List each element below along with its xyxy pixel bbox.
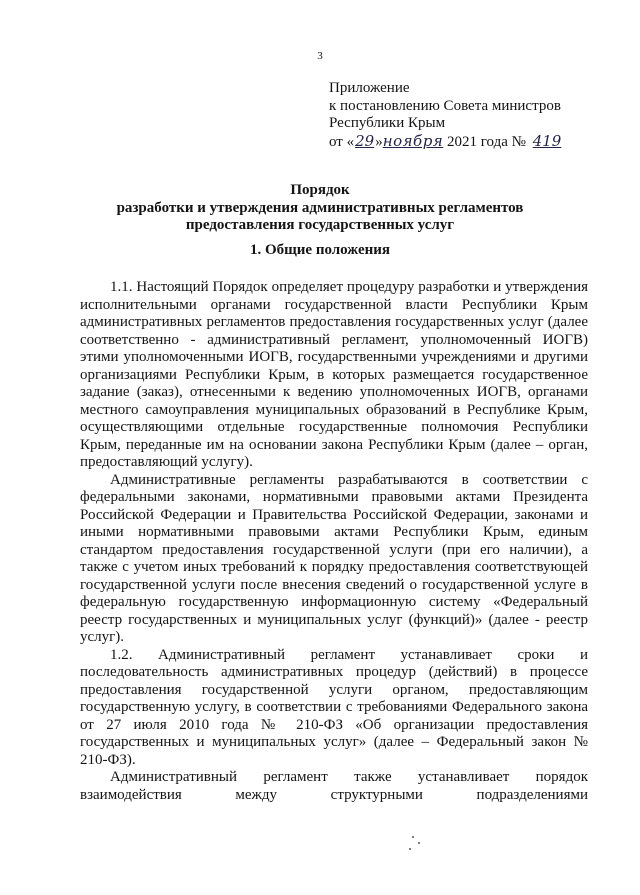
paragraph: Административный регламент также устанавливает порядок взаимодействия между структурными подразделениями <box>80 769 588 803</box>
section-heading: 1. Общие положения <box>249 242 391 258</box>
scan-speck <box>409 848 411 850</box>
title-line-2: разработки и утверждения административных регламентов <box>116 199 524 216</box>
handwritten-number: 419 <box>532 131 562 150</box>
paragraph: 1.1. Настоящий Порядок определяет процедуру разработки и утверждения исполнительными органами государственной власти Республики Крым административных регламентов предоставления государственных услуг (далее соответственно - административный регламент, уполномоченный ИОГВ) этими уполномоченными ИОГВ, государственными учреждениями и другими организациями Республики Крым, в которых размещается государственное задание (заказ), отнесенными к ведению уполномоченных ИОГВ, органами местного самоуправления муниципальных образований в Республике Крым, осуществляющими отдельные государственные полномочия Республики Крым, переданные им на основании закона Республики Крым (далее – орган, предоставляющий услугу). <box>80 279 588 470</box>
date-year-text: 2021 года № <box>443 133 530 150</box>
date-prefix: от « <box>329 133 355 150</box>
paragraph: 1.2. Административный регламент устанавливает сроки и последовательность административных процедур (действий) в процессе предоставления государственной услуги органом, предоставляющим государственную услугу, в соответствии с требованиями Федерального закона от 27 июля 2010 года № 210-ФЗ «Об организации предоставления государственных и муниципальных услуг» (далее – Федеральный закон № 210-ФЗ). <box>80 646 588 768</box>
appendix-line-3: Республики Крым <box>329 115 446 131</box>
handwritten-month: ноября <box>382 131 444 150</box>
scan-speck <box>412 836 414 838</box>
appendix-line-2: к постановлению Совета министров <box>329 97 561 114</box>
date-day-close: » <box>375 133 383 150</box>
page-number: 3 <box>317 50 323 62</box>
scan-speck <box>418 842 420 844</box>
handwritten-day: 29 <box>355 131 375 150</box>
title-line-1: Порядок <box>290 182 350 198</box>
appendix-line-1: Приложение <box>329 80 410 96</box>
appendix-date-line <box>329 133 561 152</box>
appendix-block <box>329 80 561 151</box>
document-title <box>0 182 640 235</box>
body-text <box>80 279 588 804</box>
title-line-3: предоставления государственных услуг <box>185 217 455 233</box>
paragraph: Административные регламенты разрабатываются в соответствии с федеральными законами, нормативными правовыми актами Президента Российской Федерации и Правительства Российской Федерации, законами и иными нормативными правовыми актами Республики Крым, единым стандартом предоставления государственной услуги (при его наличии), а также с учетом иных требований к порядку предоставления соответствующей государственной услуги после внесения сведений о государственной услуге в федеральную государственную информационную систему «Федеральный реестр государственных и муниципальных услуг (функций)» (далее - реестр услуг). <box>80 471 588 645</box>
